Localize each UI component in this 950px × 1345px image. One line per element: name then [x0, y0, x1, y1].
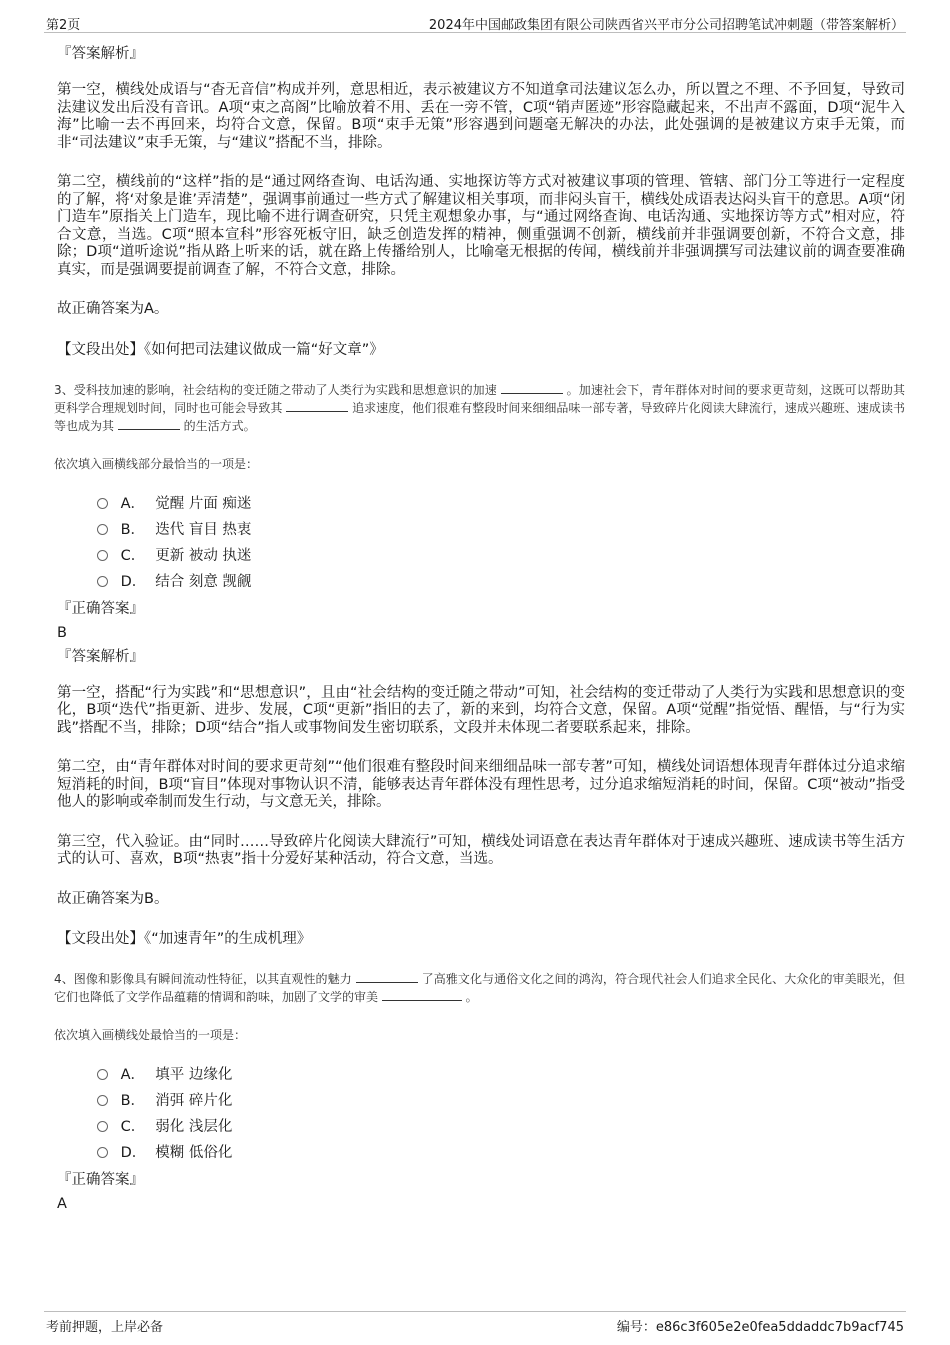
question-stem: 3、受科技加速的影响，社会结构的变迁随之带动了人类行为实践和思想意识的加速 。加速社会下，青年群体对时间的要求更苛刻，这既可以帮助其更科学合理规划时间，同时也可能会导致其 追求速度，他们很难有整段时间来细细品味一部专著，导致碎片化阅读大肆流行，速成兴趣班、速成读书等也成为其 的生活方式。 [54, 382, 905, 433]
option-list [97, 491, 905, 595]
analysis-paragraph: 第二空，横线前的“这样”指的是“通过网络查询、电话沟通、实地探访等方式对被建议事项的管理、管辖、部门分工等进行一定程度的了解，将‘对象是谁’弄清楚”，强调事前通过一些方式了解建议相关事项，而非闷头盲干，横线处成语表达闷头盲干的意思。A项“闭门造车”原指关上门造车，现比喻不进行调查研究，只凭主观想象办事，与“通过网络查询、电话沟通、实地探访等方式”相对应，符合文意，当选。C项“照本宣科”形容死板守旧，缺乏创造发挥的精神，侧重强调不创新，横线前并非强调要创新，不符合文意，排除；D项“道听途说”指从路上听来的话，就在路上传播给别人，比喻毫无根据的传闻，横线前并非强调撰写司法建议前的调查要准确真实，而是强调要提前调查了解，不符合文意，排除。 [57, 174, 905, 278]
correct-answer-label: 『正确答案』 [57, 1172, 144, 1188]
analysis-label: 『答案解析』 [57, 46, 144, 62]
fill-blank [382, 988, 462, 1001]
option-d[interactable]: D． 结合 刻意 觊觎 [97, 569, 905, 595]
fill-blank [286, 399, 348, 412]
footer-slogan: 考前押题，上岸必备 [46, 1320, 164, 1335]
fill-blank [356, 970, 418, 983]
correct-answer: B [57, 624, 67, 641]
analysis-paragraph: 第一空，搭配“行为实践”和“思想意识”，且由“社会结构的变迁随之带动”可知，社会结构的变迁带动了人类行为实践和思想意识的变化，B项“迭代”指更新、进步、发展，C项“更新”指旧的去了，新的来到，均符合文意，保留。A项“觉醒”指觉悟、醒悟，与“行为实践”搭配不当，排除；D项“结合”指人或事物间发生密切联系，文段并未体现二者要联系起来，排除。 [57, 684, 905, 736]
option-list [97, 1062, 905, 1166]
radio-icon[interactable] [97, 1095, 108, 1106]
answer-conclusion: 故正确答案为A。 [57, 301, 169, 317]
option-b[interactable]: B． 迭代 盲目 热衷 [97, 517, 905, 543]
radio-icon[interactable] [97, 498, 108, 509]
option-a[interactable]: A． 觉醒 片面 痴迷 [97, 491, 905, 517]
page-content [54, 44, 905, 1218]
analysis-paragraph: 第二空，由“青年群体对时间的要求更苛刻”“他们很难有整段时间来细细品味一部专著”可知，横线处词语想体现青年群体过分追求缩短消耗的时间，B项“盲目”体现对事物认识不清，能够表达青年群体没有理性思考，过分追求缩短消耗的时间，保留。C项“被动”指受他人的影响或牵制而发生行动，与文意无关，排除。 [57, 759, 905, 810]
option-a[interactable]: A． 填平 边缘化 [97, 1062, 905, 1088]
option-c[interactable]: C． 弱化 浅层化 [97, 1114, 905, 1140]
question-4 [54, 970, 905, 1214]
document-id: 编号：e86c3f605e2e0fea5ddaddc7b9acf745 [616, 1320, 904, 1335]
option-b[interactable]: B． 消弭 碎片化 [97, 1088, 905, 1114]
radio-icon[interactable] [97, 576, 108, 587]
question-instruction: 依次填入画横线部分最恰当的一项是： [54, 456, 259, 471]
page-number: 第2页 [46, 18, 81, 33]
page-footer [44, 1311, 906, 1336]
passage-source: 【文段出处】《如何把司法建议做成一篇“好文章”》 [57, 341, 384, 358]
document-title: 2024年中国邮政集团有限公司陕西省兴平市分公司招聘笔试冲刺题（带答案解析） [428, 18, 904, 33]
analysis-paragraph: 第三空，代入验证。由“同时……导致碎片化阅读大肆流行”可知，横线处词语意在表达青年群体对于速成兴趣班、速成读书等生活方式的认可、喜欢，B项“热衷”指十分爱好某种活动，符合文意，当选。 [57, 833, 905, 867]
fill-blank [501, 381, 563, 394]
question-3 [54, 381, 905, 949]
analysis-paragraph: 第一空，横线处成语与“杳无音信”构成并列，意思相近，表示被建议方不知道拿司法建议怎么办，所以置之不理、不予回复，导致司法建议发出后没有音讯。A项“束之高阁”比喻放着不用、丢在一旁不管，C项“销声匿迹”形容隐藏起来，不出声不露面，D项“泥牛入海”比喻一去不再回来，均符合文意，保留。B项“束手无策”形容遇到问题毫无解决的办法，此处强调的是被建议方束手无策，而非“司法建议”束手无策，与“建议”搭配不当，排除。 [57, 82, 905, 151]
question-instruction: 依次填入画横线处最恰当的一项是： [54, 1028, 247, 1042]
page-header [44, 12, 906, 33]
radio-icon[interactable] [97, 1069, 108, 1080]
question-stem: 4、图像和影像具有瞬间流动性特征，以其直观性的魅力 了高雅文化与通俗文化之间的鸿沟，符合现代社会人们追求全民化、大众化的审美眼光，但它们也降低了文学作品蕴藉的情调和韵味，加剧了文学的审美 。 [54, 972, 905, 1004]
analysis-block-1 [57, 44, 905, 359]
analysis-label: 『答案解析』 [57, 648, 144, 665]
radio-icon[interactable] [97, 550, 108, 561]
radio-icon[interactable] [97, 1121, 108, 1132]
option-c[interactable]: C． 更新 被动 执迷 [97, 543, 905, 569]
radio-icon[interactable] [97, 1147, 108, 1158]
correct-answer: A [57, 1196, 67, 1212]
option-d[interactable]: D． 模糊 低俗化 [97, 1140, 905, 1166]
correct-answer-label: 『正确答案』 [57, 600, 144, 617]
passage-source: 【文段出处】《“加速青年”的生成机理》 [57, 931, 312, 947]
answer-conclusion: 故正确答案为B。 [57, 890, 169, 907]
radio-icon[interactable] [97, 524, 108, 535]
fill-blank [118, 417, 180, 430]
